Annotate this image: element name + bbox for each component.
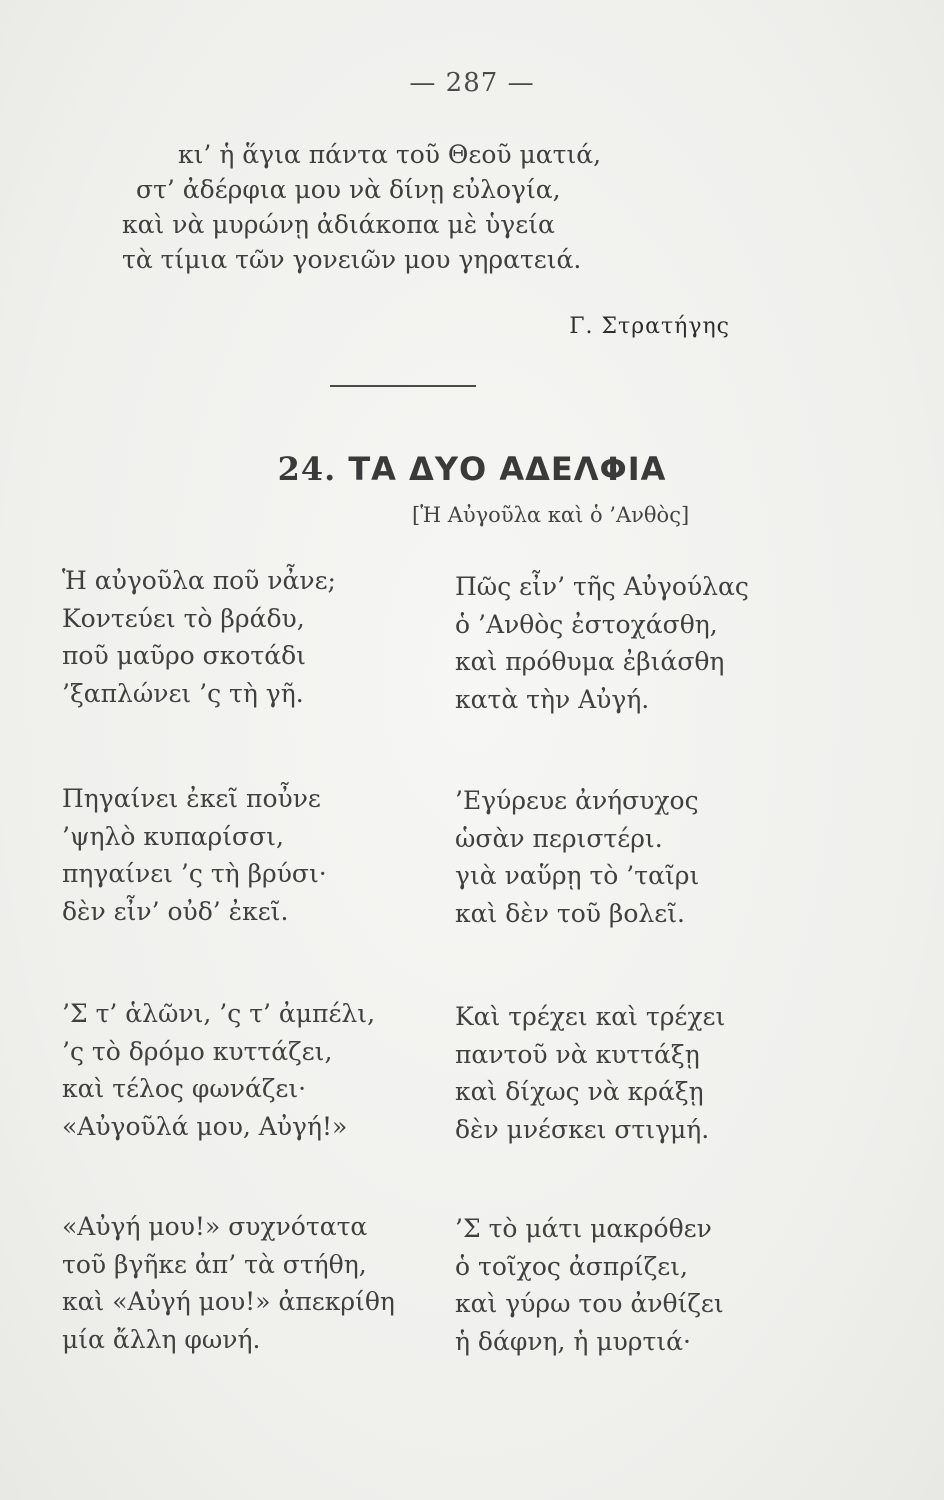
verse-line: παντοῦ νὰ κυττάξῃ xyxy=(455,1039,700,1069)
stanza-right-2 xyxy=(455,782,699,932)
verse-line: Πηγαίνει ἐκεῖ ποὖνε xyxy=(62,784,321,813)
poem-title-text: ΤΑ ΔΥΟ ΑΔΕΛΦΙΑ xyxy=(348,450,667,488)
verse-line: δὲν μνέσκει στιγμή. xyxy=(455,1114,710,1144)
author-signature: Γ. Στρατήγης xyxy=(569,314,730,339)
verse-line: ἡ δάφνη, ἡ μυρτιά· xyxy=(455,1326,691,1356)
verse-line: δὲν εἶν’ οὐδ’ ἐκεῖ. xyxy=(62,896,289,926)
verse-line: Ἡ αὐγοῦλα ποῦ νἆνε; xyxy=(62,566,336,595)
verse-line: ’Εγύρευε ἀνήσυχος xyxy=(455,786,699,815)
verse-line: τοῦ βγῆκε ἀπ’ τὰ στήθη, xyxy=(62,1249,367,1279)
verse-line: καὶ πρόθυμα ἐβιάσθη xyxy=(455,647,725,676)
verse-line: τὰ τίμια τῶν γονειῶν μου γηρατειά. xyxy=(122,245,582,274)
verse-line: καὶ δίχως νὰ κράξῃ xyxy=(455,1077,704,1106)
verse-line: καὶ νὰ μυρώνῃ ἀδιάκοπα μὲ ὑγεία xyxy=(122,210,555,239)
verse-line: ’Σ τ’ ἁλῶνι, ’ς τ’ ἀμπέλι, xyxy=(62,999,376,1028)
page-number: — 287 — xyxy=(409,68,535,98)
stanza-right-1 xyxy=(455,568,749,718)
verse-line: ὡσὰν περιστέρι. xyxy=(455,823,663,853)
stanza-left-1 xyxy=(62,562,336,712)
verse-line: ποῦ μαῦρο σκοτάδι xyxy=(62,641,306,670)
verse-line: καὶ δὲν τοῦ βολεῖ. xyxy=(455,898,685,928)
verse-line: ’ς τὸ δρόμο κυττάζει, xyxy=(62,1036,333,1066)
verse-line: Πῶς εἶν’ τῆς Αὐγούλας xyxy=(455,572,749,601)
stanza-left-2 xyxy=(62,780,327,930)
poem-subtitle: [Ἡ Αὐγοῦλα καὶ ὁ ’Ανθὸς] xyxy=(412,503,690,527)
verse-line: πηγαίνει ’ς τὴ βρύσι· xyxy=(62,859,327,888)
stanza-right-3 xyxy=(455,998,725,1148)
stanza-left-3 xyxy=(62,995,375,1145)
verse-line: Κοντεύει τὸ βράδυ, xyxy=(62,603,305,633)
verse-line: γιὰ ναὕρῃ τὸ ’ταῖρι xyxy=(455,861,700,890)
verse-line: ὁ ’Ανθὸς ἐστοχάσθη, xyxy=(455,609,718,639)
verse-line: κατὰ τὴν Αὐγή. xyxy=(455,684,650,714)
section-divider xyxy=(330,385,476,387)
verse-line: ’Σ τὸ μάτι μακρόθεν xyxy=(455,1214,712,1243)
poem-number: 24. xyxy=(277,450,337,488)
stanza-left-4 xyxy=(62,1208,395,1358)
intro-verse xyxy=(122,137,602,277)
verse-line: καὶ τέλος φωνάζει· xyxy=(62,1074,307,1103)
verse-line: καὶ γύρω του ἀνθίζει xyxy=(455,1289,724,1318)
verse-line: «Αὐγοῦλά μου, Αὐγή!» xyxy=(62,1111,348,1141)
verse-line: μία ἄλλη φωνή. xyxy=(62,1324,261,1354)
verse-line: καὶ «Αὐγή μου!» ἀπεκρίθη xyxy=(62,1287,395,1316)
stanza-right-4 xyxy=(455,1210,724,1360)
verse-line: ’ψηλὸ κυπαρίσσι, xyxy=(62,821,284,851)
verse-line: κι’ ἡ ἅγια πάντα τοῦ Θεοῦ ματιά, xyxy=(178,140,602,169)
verse-line: Καὶ τρέχει καὶ τρέχει xyxy=(455,1002,726,1031)
poem-title xyxy=(0,450,944,488)
verse-line: ὁ τοῖχος ἀσπρίζει, xyxy=(455,1251,688,1281)
verse-line: «Αὐγή μου!» συχνότατα xyxy=(62,1212,368,1241)
verse-line: στ’ ἀδέρφια μου νὰ δίνῃ εὐλογία, xyxy=(136,175,561,204)
verse-line: ’ξαπλώνει ’ς τὴ γῆ. xyxy=(62,678,304,708)
